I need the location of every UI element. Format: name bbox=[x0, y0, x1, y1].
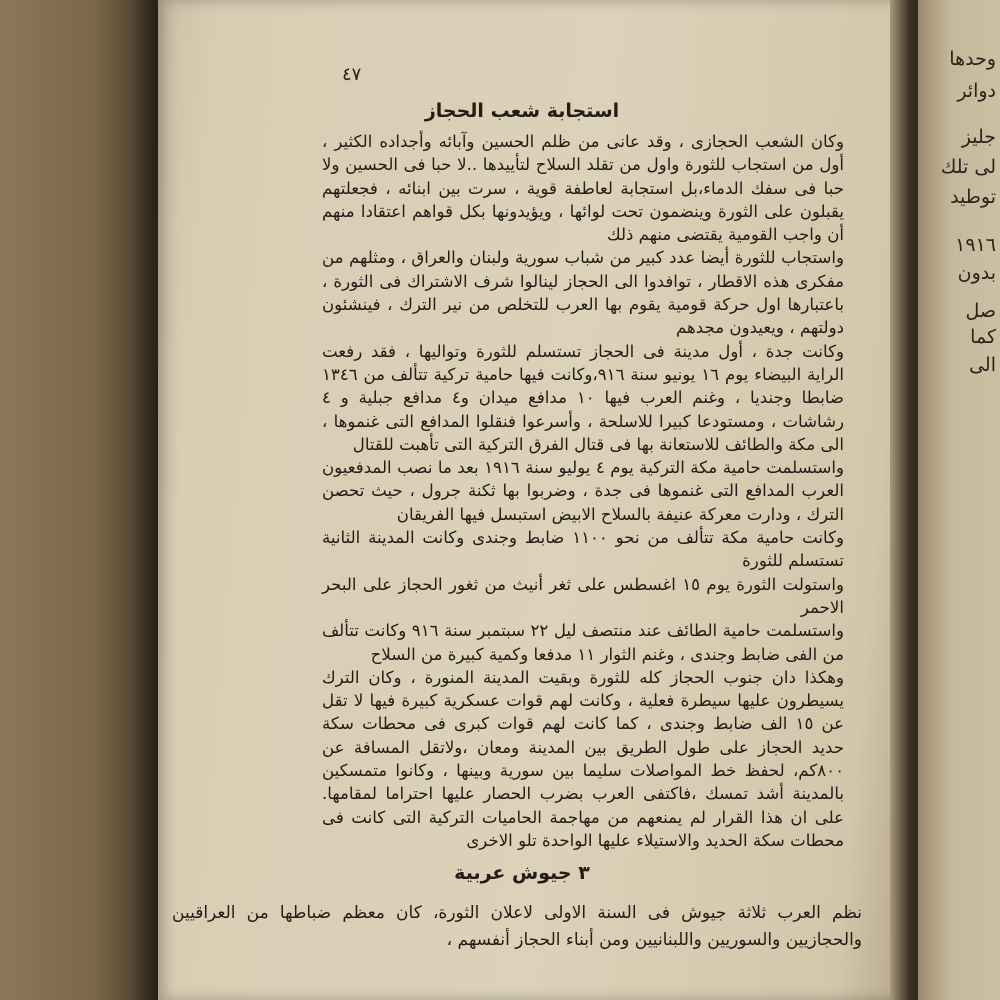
paragraph: وكانت جدة ، أول مدينة فى الحجاز تستسلم للثورة وتواليها ، فقد رفعت الراية البيضاء يوم ١٦ يونيو سنة ٩١٦،وكانت فيها حامية تركية تتألف من ١٣٤٦ ضابطا وجنديا ، وغنم العرب فيها ١٠ مدافع ميدان و٤ مدافع جبلية و ٤ رشاشات ، ومستودعا كبيرا للاسلحة ، وأسرعوا فنقلوا المدافع التى غنموها ، الى مكة والطائف للاستعانة بها فى قتال الفرق التركية التى تأهبت للقتال bbox=[322, 341, 844, 454]
facing-page-fragment: توطيد bbox=[950, 186, 996, 208]
paragraph: واستجاب للثورة أيضا عدد كبير من شباب سورية ولبنان والعراق ، ومثلهم من مفكرى هذه الاقطار ، توافدوا الى الحجاز لينالوا شرف الاشتراك فى الثورة ، باعتبارها اول حركة قومية يقوم بها العرب للتخلص من نير الترك ، فينشئون دولتهم ، ويعيدون مجدهم bbox=[322, 248, 844, 338]
paragraph: وكان الشعب الحجازى ، وقد عانى من ظلم الحسين وآبائه وأجداده الكثير ، أول من استجاب للثورة واول من تقلد السلاح لتأييدها ..لا حبا فى الحسين ولا حبا فى سفك الدماء،بل استجابة لعاطفة قوية ، سرت بين ابنائه ، فجعلتهم يقبلون على الثورة وينضمون تحت لوائها ، ويؤيدونها بكل قواهم اعتقادا منهم أن واجب القومية يقتضى منهم ذلك bbox=[322, 132, 844, 245]
facing-page-fragment: الى bbox=[969, 354, 996, 376]
paragraph: نظم العرب ثلاثة جيوش فى السنة الاولى لاعلان الثورة، كان معظم ضباطها من العراقيين والحجازيين والسوريين واللبنانيين ومن أبناء الحجاز أنفسهم ، bbox=[172, 903, 862, 950]
section-heading: ٣ جيوش عربية bbox=[454, 862, 590, 884]
paragraph: وهكذا دان جنوب الحجاز كله للثورة وبقيت المدينة المنورة ، وكان الترك يسيطرون عليها سيطرة فعلية ، وكانت لهم قوات عسكرية كبيرة فيها لا تقل عن ١٥ الف ضابط وجندى ، كما كانت لهم قوات كبرى فى محطات سكة حديد الحجاز على طول الطريق بين المدينة ومعان ،ولاتقل المسافة عن ٨٠٠كم، لحفظ خط المواصلات سليما بين سورية وبينها ، وكانوا متمسكين بالمدينة أشد تمسك ،فاكتفى العرب بضرب الحصار عليها احتراما لمقامها. على ان هذا القرار لم يمنعهم من مهاجمة الحاميات التركية التى كانت فى محطات سكة الحديد والاستيلاء عليها الواحدة تلو الاخرى bbox=[322, 667, 844, 850]
section-title: استجابة شعب الحجاز bbox=[424, 100, 620, 122]
paragraph: واستسلمت حامية مكة التركية يوم ٤ يوليو سنة ١٩١٦ بعد ما نصب المدفعيون العرب المدافع التى غنموها فى جدة ، وضربوا بها ثكنة جرول ، حيث تحصن الترك ، ودارت معركة عنيفة بالسلاح الابيض استبسل فيها الفريقان bbox=[322, 458, 844, 524]
facing-page-fragment: ١٩١٦ bbox=[955, 234, 996, 256]
facing-page-fragment: لى تلك bbox=[940, 156, 996, 178]
facing-page bbox=[918, 0, 1000, 1000]
facing-page-fragment: جليز bbox=[961, 126, 996, 148]
paragraph: واستسلمت حامية الطائف عند منتصف ليل ٢٢ سبتمبر سنة ٩١٦ وكانت تتألف من الفى ضابط وجندى ، وغنم الثوار ١١ مدفعا وكمية كبيرة من السلاح bbox=[322, 621, 844, 664]
paragraph: واستولت الثورة يوم ١٥ اغسطس على ثغر أنيث من ثغور الحجاز على البحر الاحمر bbox=[322, 574, 844, 617]
facing-page-fragment: كما bbox=[970, 326, 996, 348]
paragraph: وكانت حامية مكة تتألف من نحو ١١٠٠ ضابط وجندى وكانت المدينة الثانية تستسلم للثورة bbox=[322, 528, 844, 571]
facing-page-fragment: دوائر bbox=[957, 80, 996, 102]
section-body bbox=[172, 900, 862, 954]
body-text bbox=[322, 130, 844, 852]
facing-page-fragment: وحدها bbox=[949, 48, 996, 70]
facing-page-fragment: صل bbox=[965, 300, 996, 322]
page-number: ٤٧ bbox=[342, 64, 362, 85]
facing-page-fragment: بدون bbox=[957, 262, 996, 284]
